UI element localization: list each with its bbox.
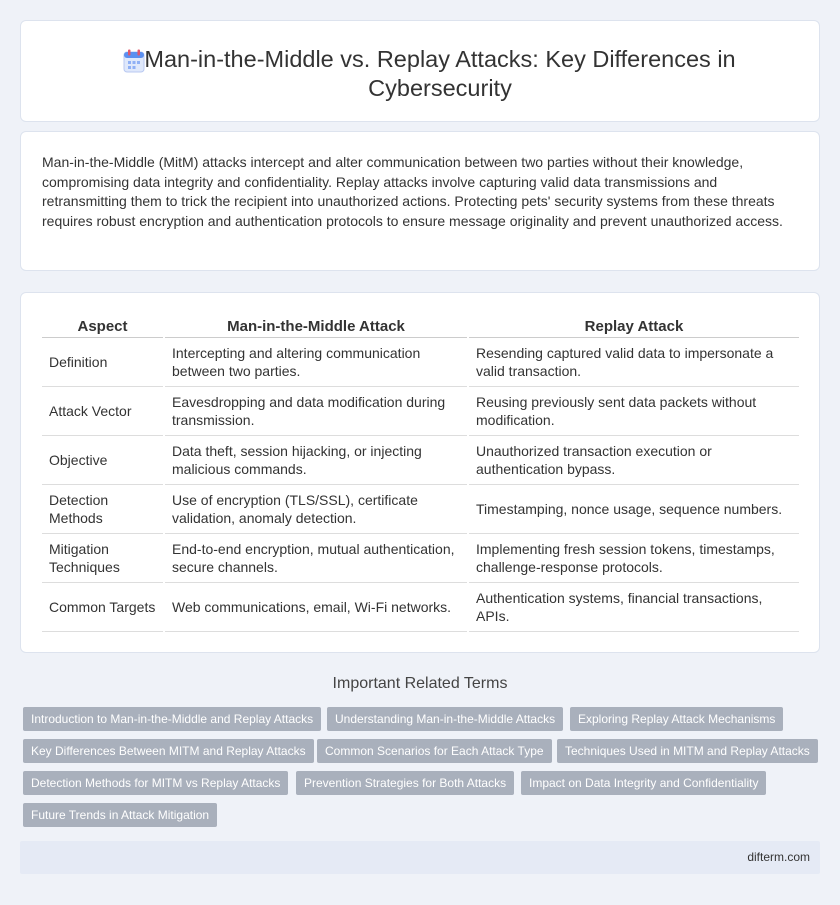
replay-cell: Unauthorized transaction execution or authentication bypass. [468, 435, 799, 484]
table-row [42, 435, 799, 484]
title-card [20, 20, 820, 122]
replay-cell: Implementing fresh session tokens, timestamps, challenge-response protocols. [468, 533, 799, 582]
table-row [42, 484, 799, 533]
replay-cell: Authentication systems, financial transactions, APIs. [468, 582, 799, 631]
intro-paragraph: Man-in-the-Middle (MitM) attacks intercept and alter communication between two parties without their knowledge, compromising data integrity and confidentiality. Replay attacks involve capturing valid data transmissions and retransmitting them to trick the recipient into unauthorized actions. Protecting pets' security systems from these threats requires robust encryption and authentication protocols to ensure message originality and prevent unauthorized access. [42, 154, 783, 229]
mitm-cell: Data theft, session hijacking, or injecting malicious commands. [164, 435, 468, 484]
aspect-cell: Mitigation Techniques [42, 533, 164, 582]
mitm-cell: Intercepting and altering communication between two parties. [164, 337, 468, 386]
mitm-cell: Web communications, email, Wi-Fi networks. [164, 582, 468, 631]
replay-cell: Timestamping, nonce usage, sequence numbers. [468, 484, 799, 533]
related-term-link[interactable]: Exploring Replay Attack Mechanisms [570, 707, 783, 731]
table-row [42, 533, 799, 582]
aspect-cell: Common Targets [42, 582, 164, 631]
table-row [42, 582, 799, 631]
table-row [42, 386, 799, 435]
related-terms-heading: Important Related Terms [332, 675, 508, 692]
mitm-cell: End-to-end encryption, mutual authentication, secure channels. [164, 533, 468, 582]
page-title: Man-in-the-Middle vs. Replay Attacks: Key Differences in Cybersecurity [144, 46, 736, 101]
replay-cell: Reusing previously sent data packets without modification. [468, 386, 799, 435]
footer [20, 841, 820, 874]
header-mitm: Man-in-the-Middle Attack [164, 316, 468, 337]
intro-card [20, 131, 820, 271]
related-term-link[interactable]: Understanding Man-in-the-Middle Attacks [327, 707, 563, 731]
mitm-cell: Eavesdropping and data modification during transmission. [164, 386, 468, 435]
table-header-row [42, 316, 799, 337]
aspect-cell: Detection Methods [42, 484, 164, 533]
table-row [42, 337, 799, 386]
related-term-link[interactable]: Introduction to Man-in-the-Middle and Replay Attacks [23, 707, 321, 731]
comparison-card [20, 292, 820, 653]
header-replay: Replay Attack [468, 316, 799, 337]
aspect-cell: Definition [42, 337, 164, 386]
related-term-link[interactable]: Detection Methods for MITM vs Replay Attacks [23, 771, 288, 795]
footer-site-link[interactable]: difterm.com [747, 850, 810, 864]
related-term-link[interactable]: Prevention Strategies for Both Attacks [296, 771, 514, 795]
aspect-cell: Objective [42, 435, 164, 484]
aspect-cell: Attack Vector [42, 386, 164, 435]
related-term-link[interactable]: Key Differences Between MITM and Replay Attacks [23, 739, 314, 763]
replay-cell: Resending captured valid data to impersonate a valid transaction. [468, 337, 799, 386]
header-aspect: Aspect [42, 316, 164, 337]
mitm-cell: Use of encryption (TLS/SSL), certificate validation, anomaly detection. [164, 484, 468, 533]
related-term-link[interactable]: Techniques Used in MITM and Replay Attacks [557, 739, 818, 763]
related-term-link[interactable]: Impact on Data Integrity and Confidentiality [521, 771, 766, 795]
related-term-link[interactable]: Common Scenarios for Each Attack Type [317, 739, 552, 763]
comparison-table [42, 316, 799, 632]
related-term-link[interactable]: Future Trends in Attack Mitigation [23, 803, 217, 827]
